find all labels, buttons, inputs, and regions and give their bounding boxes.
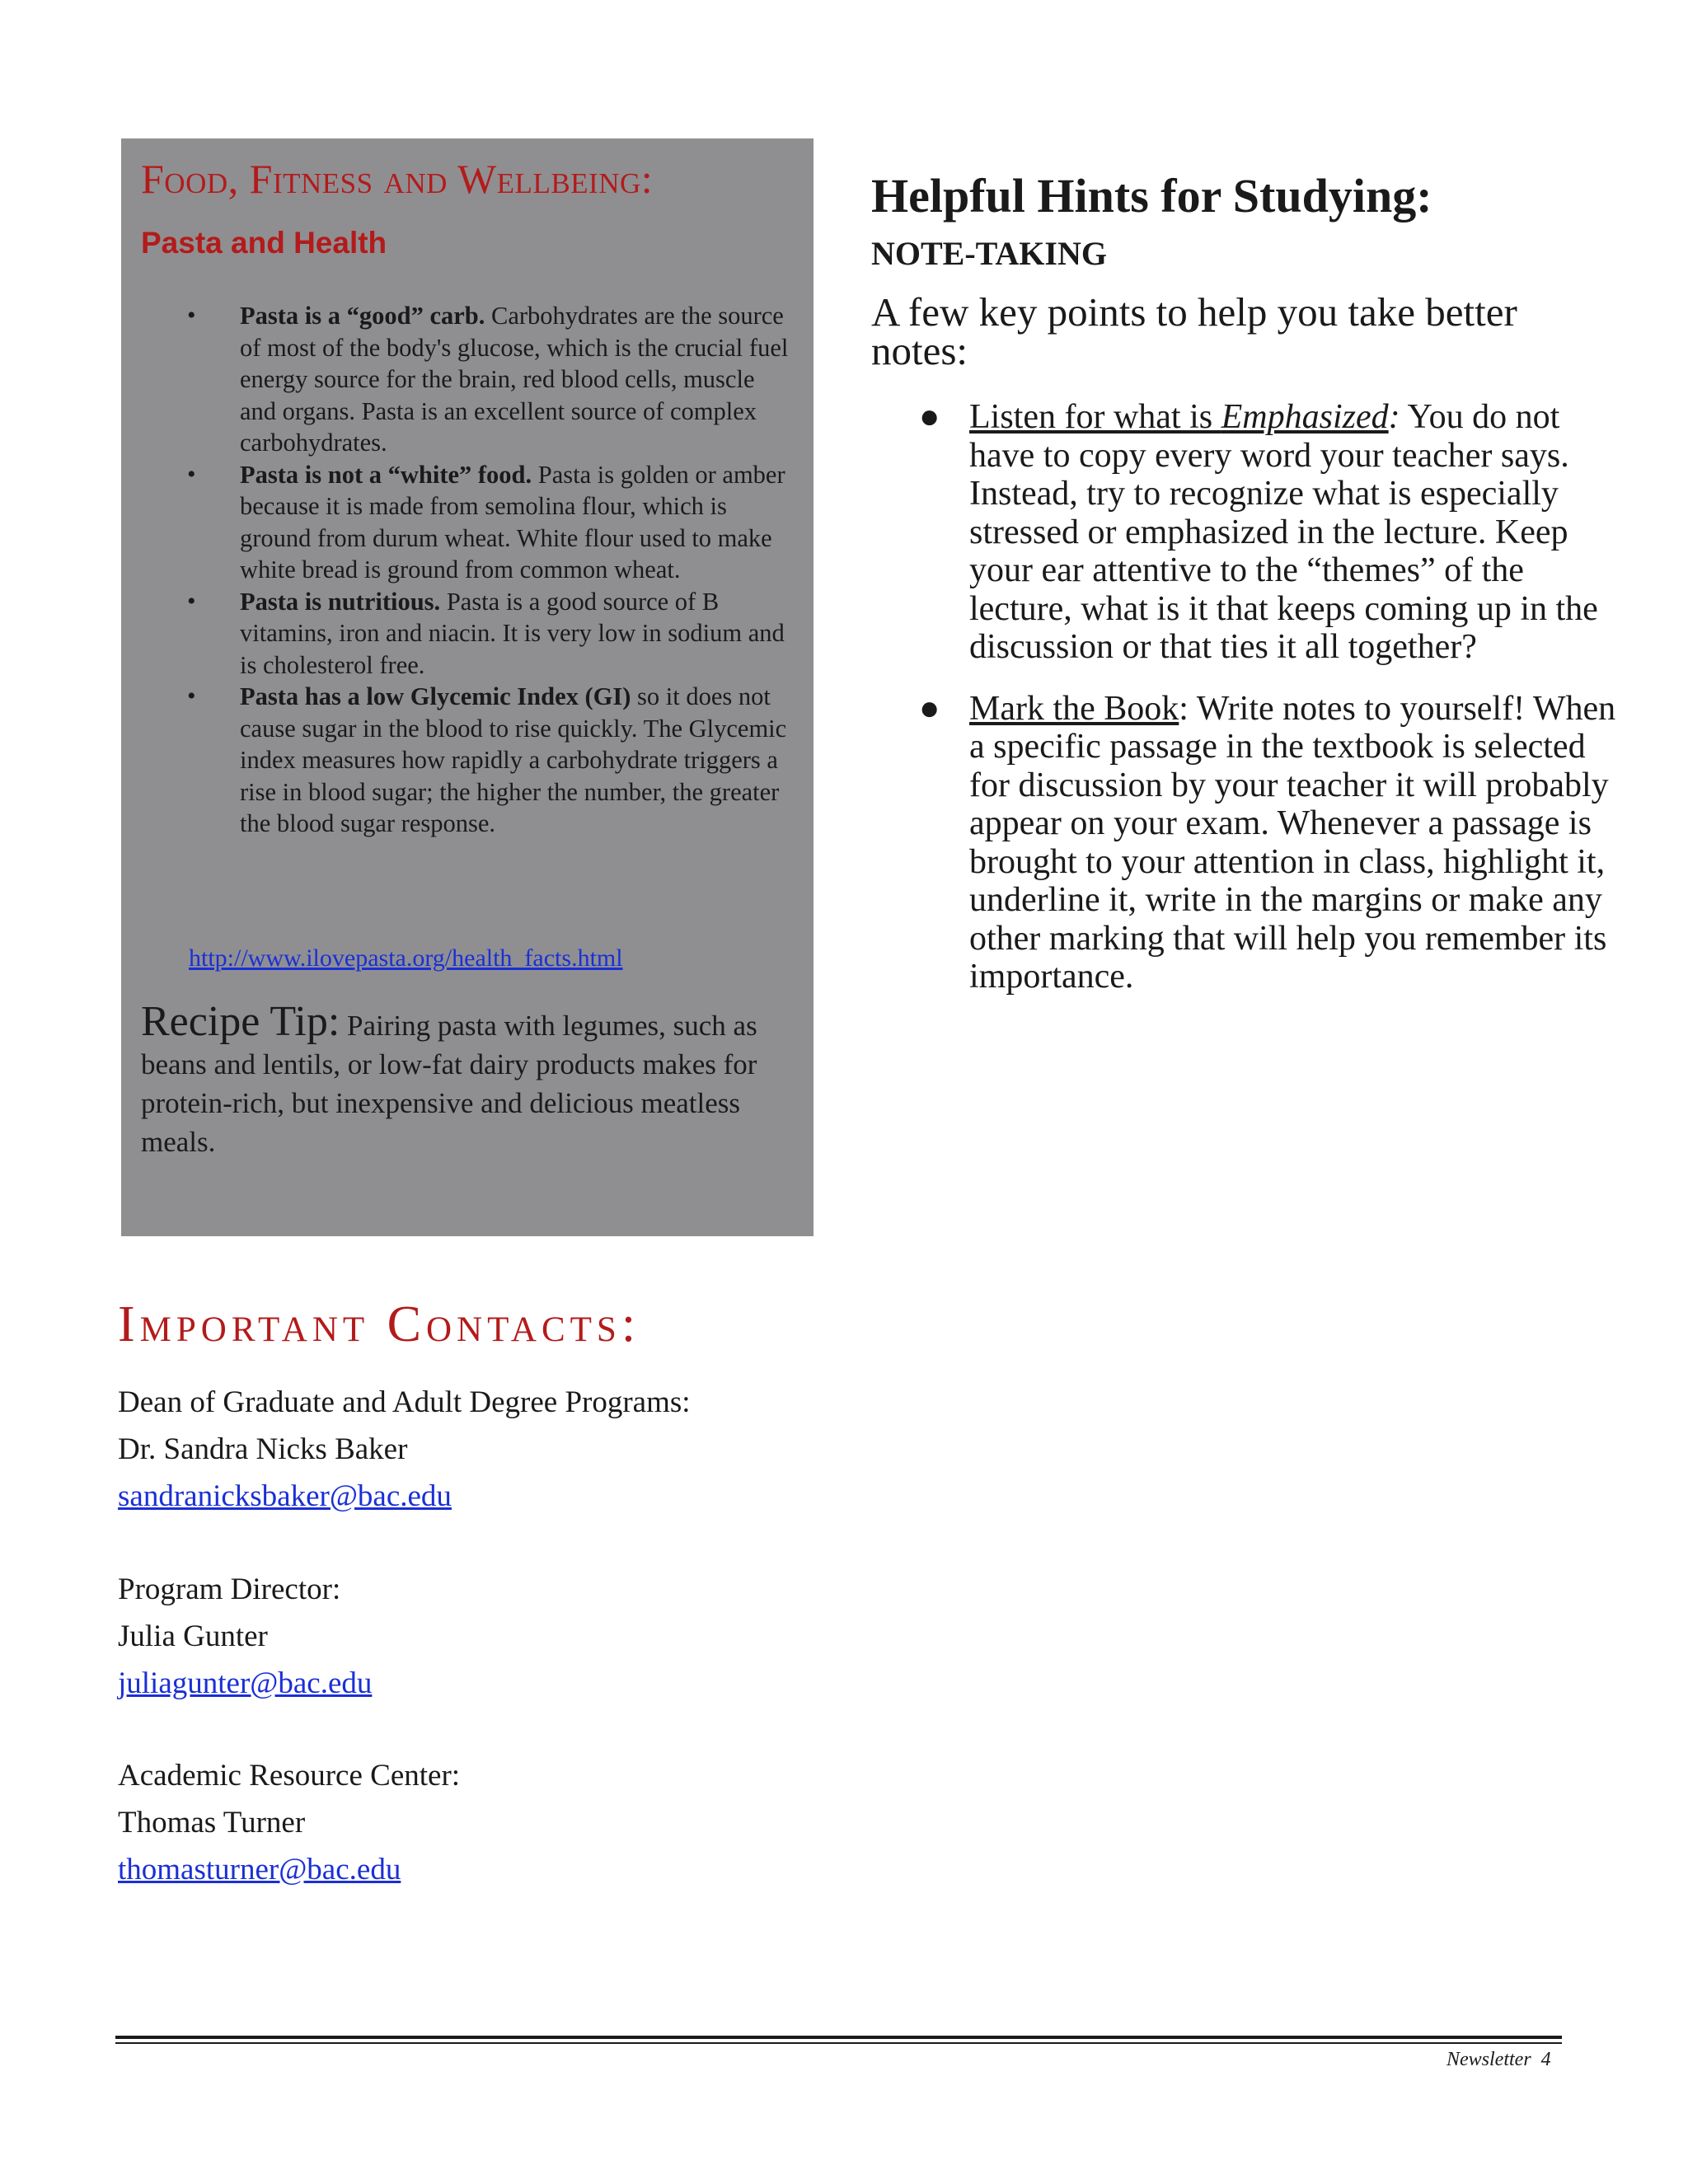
list-item <box>187 300 789 459</box>
fact-lead: Pasta is not a “white” food. <box>240 460 532 489</box>
food-fitness-wellbeing-panel <box>121 138 814 1236</box>
food-section-heading: Food, Fitness and Wellbeing: <box>141 156 654 202</box>
newsletter-label: Newsletter <box>1447 2049 1531 2070</box>
contact-email-wrap <box>118 1666 372 1701</box>
hints-intro: A few key points to help you take better notes: <box>871 289 1517 373</box>
fact-text: Pasta is golden or amber because it is made from semolina flour, which is ground from durum wheat. White flour used to make white bread is ground from common wheat. <box>240 460 785 583</box>
bullet-icon: • <box>187 682 196 710</box>
recipe-tip-text: Pairing pasta with legumes, such as beans and lentils, or low-fat dairy products makes for protein-rich, but inexpensive and delicious meatless meals. <box>141 1010 757 1158</box>
note-taking-subtitle: NOTE-TAKING <box>871 235 1107 272</box>
hint-term-emphasis: Emphasized <box>1221 398 1389 436</box>
footer <box>1447 2049 1551 2071</box>
important-contacts-heading: Important Contacts: <box>118 1296 641 1352</box>
contact-role: Program Director: <box>118 1572 341 1606</box>
footer-divider <box>115 2036 1562 2039</box>
list-item <box>919 690 1628 996</box>
page-number: 4 <box>1540 2049 1551 2070</box>
list-item <box>187 586 789 682</box>
hint-separator: : <box>1388 398 1400 436</box>
bullet-icon: ● <box>919 689 940 728</box>
recipe-tip-title: Recipe Tip: <box>141 998 340 1045</box>
list-item <box>187 459 789 586</box>
bullet-icon: ● <box>919 398 940 436</box>
contact-email-link[interactable]: juliagunter@bac.edu <box>118 1666 373 1700</box>
fact-text: Carbohydrates are the source of most of the body's glucose, which is the crucial fuel energy source for the brain, red blood cells, muscle and organs. Pasta is an excellent source of complex carbohydrates. <box>240 302 789 457</box>
health-facts-link[interactable]: http://www.ilovepasta.org/health_facts.html <box>189 944 623 972</box>
fact-text: so it does not cause sugar in the blood to rise quickly. The Glycemic index measures how rapidly a carbohydrate triggers a rise in blood sugar; the higher the number, the greater the blood sugar response. <box>240 682 787 837</box>
pasta-facts-list <box>187 300 789 840</box>
bullet-icon: • <box>187 460 196 488</box>
contact-email-link[interactable]: thomasturner@bac.edu <box>118 1853 401 1886</box>
contact-email-wrap <box>118 1852 401 1887</box>
hint-term <box>969 398 1389 436</box>
study-hints-list <box>919 398 1628 996</box>
fact-lead: Pasta has a low Glycemic Index (GI) <box>240 682 631 710</box>
helpful-hints-title: Helpful Hints for Studying: <box>871 169 1432 223</box>
fact-lead: Pasta is a “good” carb. <box>240 302 485 330</box>
bullet-icon: • <box>187 302 196 329</box>
contact-role: Academic Resource Center: <box>118 1759 461 1793</box>
contact-email-link[interactable]: sandranicksbaker@bac.edu <box>118 1479 452 1513</box>
contact-name: Dr. Sandra Nicks Baker <box>118 1432 408 1466</box>
fact-lead: Pasta is nutritious. <box>240 587 441 616</box>
contact-name: Thomas Turner <box>118 1806 306 1840</box>
contact-email-wrap <box>118 1479 452 1514</box>
hint-separator: : <box>1179 689 1189 728</box>
contact-role: Dean of Graduate and Adult Degree Programs: <box>118 1385 691 1419</box>
contact-name: Julia Gunter <box>118 1619 268 1653</box>
pasta-health-subheading: Pasta and Health <box>141 226 387 260</box>
hint-text: Write notes to yourself! When a specific passage in the textbook is selected for discussion by your teacher it will probably appear on your exam. Whenever a passage is brought to your attention in class, highlight it, underline it, write in the margins or make any other marking that will help you remember its importance. <box>969 689 1616 996</box>
list-item <box>187 681 789 840</box>
hint-text: You do not have to copy every word your teacher says. Instead, try to recognize what is especially stressed or emphasized in the lecture. Keep your ear attentive to the “themes” of the lecture, what is it that keeps coming up in the discussion or that ties it all together? <box>969 398 1598 666</box>
recipe-tip <box>141 998 792 1161</box>
bullet-icon: • <box>187 587 196 615</box>
hint-term: Mark the Book <box>969 689 1179 728</box>
hint-term-text: Listen for what is <box>969 398 1221 436</box>
footer-divider-thin <box>115 2042 1562 2044</box>
list-item <box>919 398 1628 667</box>
fact-text: Pasta is a good source of B vitamins, iron and niacin. It is very low in sodium and is cholesterol free. <box>240 587 785 679</box>
